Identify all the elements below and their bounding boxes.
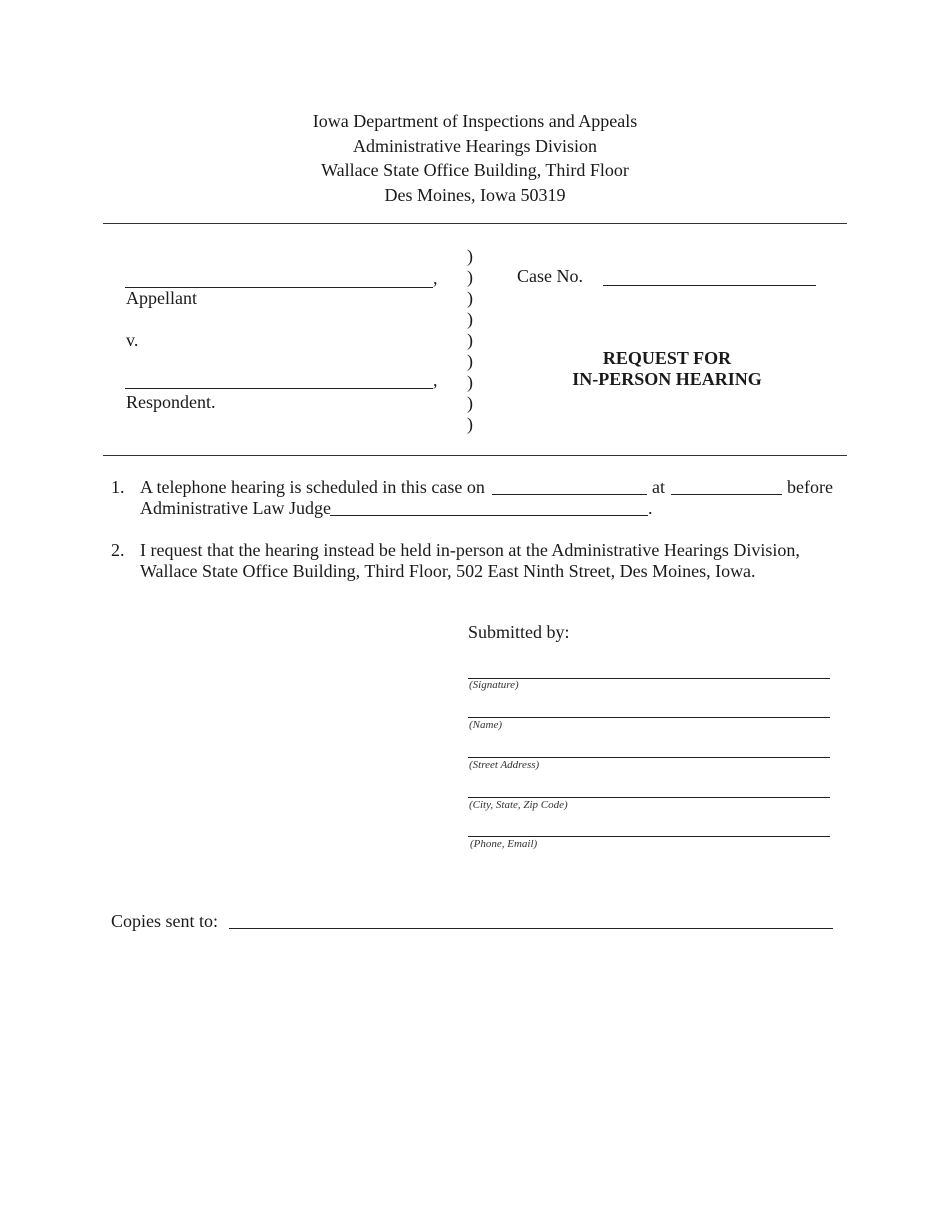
appellant-label: Appellant (126, 288, 197, 308)
form-title-line2: IN-PERSON HEARING (572, 369, 762, 389)
respondent-name-line[interactable] (125, 388, 433, 389)
respondent-label: Respondent. (126, 392, 216, 412)
signature-caption: (Signature) (469, 679, 519, 691)
building-address: Wallace State Office Building, Third Floor (321, 160, 629, 180)
paren: ) (467, 393, 473, 413)
paren: ) (467, 267, 473, 287)
appellant-comma: , (433, 268, 438, 288)
item-2-line-2: Wallace State Office Building, Third Floor, 502 East Ninth Street, Des Moines, Iowa. (140, 561, 756, 581)
city-state-zip-line[interactable] (468, 797, 830, 798)
submitted-by-label: Submitted by: (468, 622, 570, 642)
case-no-line[interactable] (603, 285, 816, 286)
item-1-text-judge: Administrative Law Judge (140, 498, 331, 518)
case-no-label: Case No. (517, 266, 583, 286)
hearing-time-line[interactable] (671, 494, 782, 495)
versus-label: v. (126, 330, 139, 350)
paren: ) (467, 414, 473, 434)
name-caption: (Name) (469, 719, 502, 731)
street-address-caption: (Street Address) (469, 759, 540, 771)
respondent-comma: , (433, 370, 438, 390)
paren: ) (467, 288, 473, 308)
phone-email-line[interactable] (468, 836, 830, 837)
signature-line[interactable] (468, 678, 830, 679)
street-address-line[interactable] (468, 757, 830, 758)
item-1-text-at: at (652, 477, 665, 497)
judge-name-line[interactable] (330, 515, 648, 516)
copies-sent-label: Copies sent to: (111, 911, 218, 931)
phone-email-caption: (Phone, Email) (470, 838, 538, 850)
paren: ) (467, 351, 473, 371)
agency-name: Iowa Department of Inspections and Appeals (312, 111, 638, 131)
form-title-line1: REQUEST FOR (602, 348, 732, 368)
item-2-number: 2. (111, 540, 125, 560)
copies-sent-line[interactable] (229, 928, 833, 929)
division-name: Administrative Hearings Division (353, 135, 597, 156)
item-2-line-1: I request that the hearing instead be held in-person at the Administrative Hearings Division, (140, 540, 800, 560)
item-1-text-a: A telephone hearing is scheduled in this case on (140, 477, 485, 497)
paren: ) (467, 246, 473, 266)
caption-bottom-divider (103, 455, 847, 456)
item-1-period: . (648, 498, 653, 518)
paren: ) (467, 330, 473, 350)
hearing-date-line[interactable] (492, 494, 647, 495)
name-line[interactable] (468, 717, 830, 718)
caption-separator (467, 246, 473, 435)
city-address: Des Moines, Iowa 50319 (384, 184, 566, 205)
item-1-number: 1. (111, 477, 125, 497)
paren: ) (467, 309, 473, 329)
top-divider (103, 223, 847, 224)
form-title (520, 348, 814, 390)
agency-header (0, 109, 950, 207)
item-1-text-before: before (787, 477, 833, 497)
paren: ) (467, 372, 473, 392)
city-state-zip-caption: (City, State, Zip Code) (469, 799, 568, 811)
